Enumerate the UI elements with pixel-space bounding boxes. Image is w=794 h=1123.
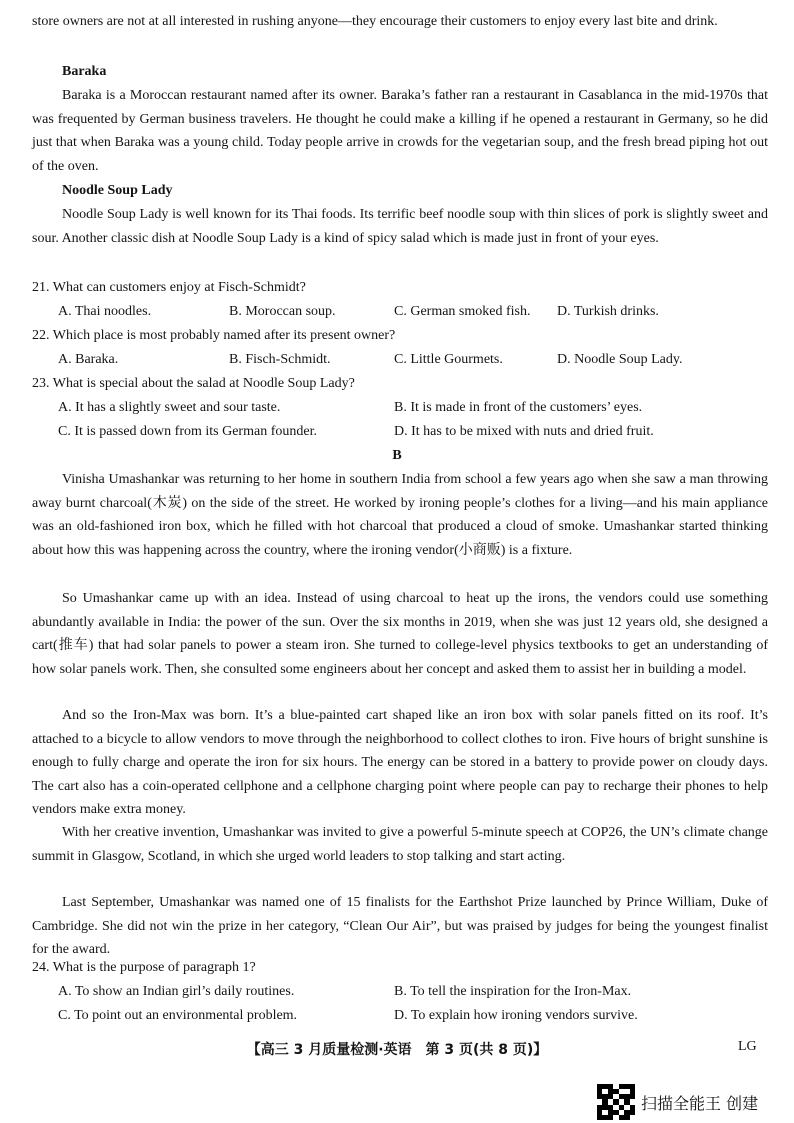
q22-option-b: B. Fisch-Schmidt. <box>229 352 331 367</box>
intro-paragraph: store owners are not at all interested in rushing anyone—they encourage their customers to enjoy every last bite and drink. <box>32 14 718 29</box>
q24-option-a: A. To show an Indian girl’s daily routines. <box>58 984 295 999</box>
passage-b-paragraph-4: With her creative invention, Umashankar was invited to give a powerful 5-minute speech at COP26, the UN’s climate change summit in Glasgow, Scotland, in which she urged world leaders to stop talking and start acting. <box>32 825 768 864</box>
page-footer: 【高三 3 月质量检测·英语 第 3 页(共 8 页)】 <box>246 1042 548 1058</box>
paper-code: LG <box>738 1039 757 1054</box>
q21-option-c: C. German smoked fish. <box>394 304 531 319</box>
paragraph-noodle-soup-lady: Noodle Soup Lady is well known for its Thai foods. Its terrific beef noodle soup with thin slices of pork is slightly sweet and sour. Another classic dish at Noodle Soup Lady is a kind of spicy salad which is made just in front of your eyes. <box>32 207 768 246</box>
q22-option-c: C. Little Gourmets. <box>394 352 503 367</box>
question-23: 23. What is special about the salad at Noodle Soup Lady? <box>32 376 355 391</box>
passage-b-paragraph-3: And so the Iron-Max was born. It’s a blue-painted cart shaped like an iron box with solar panels fitted on its roof. It’s attached to a bicycle to allow vendors to move through the neighborhood to collect clothes to iron. Five hours of bright sunshine is enough to fully charge and operate the iron for six hours. The energy can be stored in a battery to provide power on cloudy days. The cart also has a coin-operated cellphone and a cellphone charging point where people can pay to recharge their phones to help vendors make extra money. <box>32 708 768 818</box>
q24-option-c: C. To point out an environmental problem. <box>58 1008 298 1023</box>
paragraph-baraka: Baraka is a Moroccan restaurant named after its owner. Baraka’s father ran a restaurant in Casablanca in the mid-1970s that was frequented by German business travelers. He thought he could make a killing if he opened a restaurant in Germany, so he did just that when Baraka was a young child. Today people arrive in crowds for the vegetarian soup, and the fresh bread piping hot out of the oven. <box>32 88 768 174</box>
passage-b-paragraph-5: Last September, Umashankar was named one of 15 finalists for the Earthshot Prize launched by Prince William, Duke of Cambridge. She did not win the prize in her category, “Clean Our Air”, but was praised by judges for being the youngest finalist for the award. <box>32 895 768 958</box>
heading-noodle-soup-lady: Noodle Soup Lady <box>62 183 173 198</box>
q23-option-b: B. It is made in front of the customers’ eyes. <box>394 400 643 415</box>
q23-option-a: A. It has a slightly sweet and sour taste. <box>58 400 281 415</box>
q23-option-c: C. It is passed down from its German founder. <box>58 424 317 439</box>
passage-b-paragraph-2: So Umashankar came up with an idea. Instead of using charcoal to heat up the irons, the vendors could use something abundantly available in India: the power of the sun. Over the six months in 2019, when she was just 12 years old, she designed a cart(推车) that had solar panels to power a steam iron. She turned to college-level physics textbooks to get an understanding of how solar panels work. Then, she consulted some engineers about her concept and asked them to assist her in building a model. <box>32 591 768 677</box>
q22-option-a: A. Baraka. <box>58 352 119 367</box>
q21-option-a: A. Thai noodles. <box>58 304 152 319</box>
section-b-heading: B <box>392 448 402 463</box>
q23-option-d: D. It has to be mixed with nuts and dried fruit. <box>394 424 654 439</box>
watermark-text: 扫描全能王 创建 <box>641 1093 759 1113</box>
q21-option-d: D. Turkish drinks. <box>557 304 659 319</box>
question-24: 24. What is the purpose of paragraph 1? <box>32 960 256 975</box>
q24-option-b: B. To tell the inspiration for the Iron-Max. <box>394 984 632 999</box>
passage-b-paragraph-1: Vinisha Umashankar was returning to her home in southern India from school a few years ago when she saw a man throwing away burnt charcoal(木炭) on the side of the street. He worked by ironing people’s clothes for a living—and his main appliance was an old-fashioned iron box, which he filled with hot charcoal that produced a cloud of smoke. Umashankar started thinking about how this was happening across the country, where the ironing vendor(小商贩) is a fixture. <box>32 472 768 558</box>
q22-option-d: D. Noodle Soup Lady. <box>557 352 683 367</box>
question-22: 22. Which place is most probably named after its present owner? <box>32 328 396 343</box>
q24-option-d: D. To explain how ironing vendors survive. <box>394 1008 638 1023</box>
heading-baraka: Baraka <box>62 64 107 79</box>
question-21: 21. What can customers enjoy at Fisch-Schmidt? <box>32 280 306 295</box>
qr-code-icon <box>597 1084 635 1120</box>
q21-option-b: B. Moroccan soup. <box>229 304 336 319</box>
scanner-watermark <box>597 1084 758 1120</box>
